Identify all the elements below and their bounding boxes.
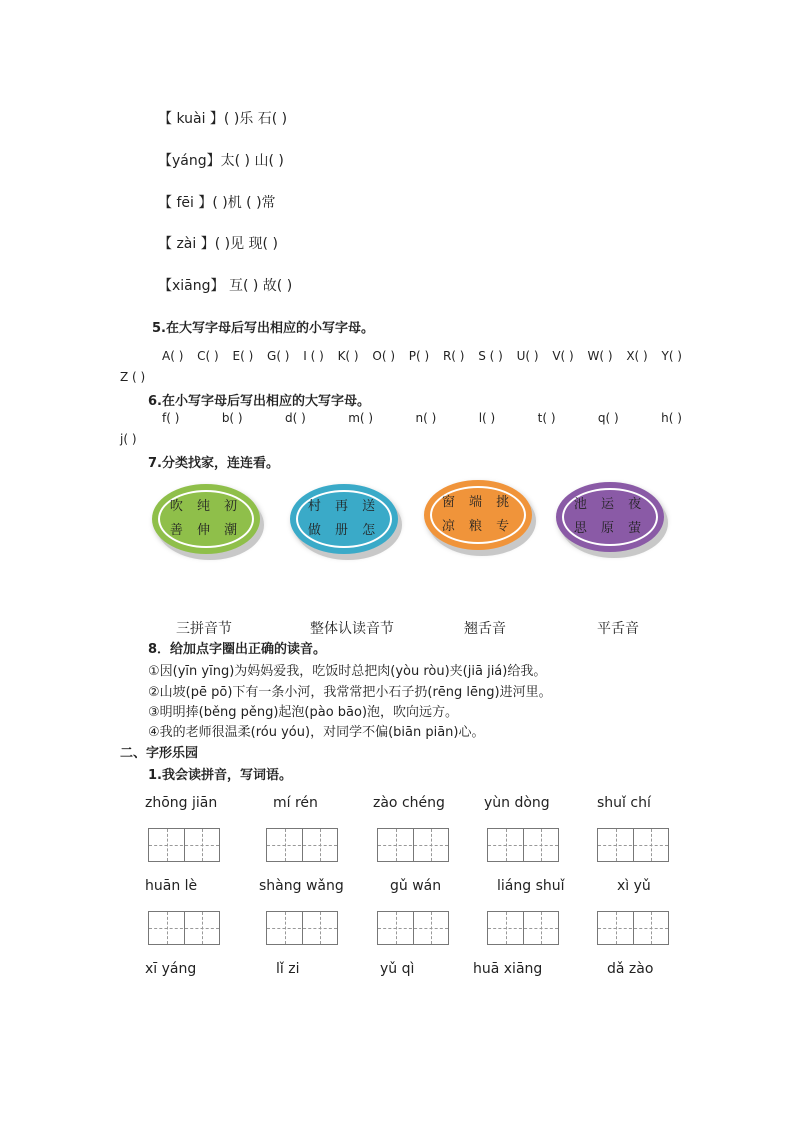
q8-item: ④我的老师很温柔(róu yóu)，对同学不偏(biān piān)心。 xyxy=(148,725,485,740)
polyphone-row: 【 fēi 】( )机 ( )常 xyxy=(158,195,276,211)
pinyin-label: xī yáng xyxy=(145,961,197,977)
writing-grid[interactable] xyxy=(487,828,559,862)
writing-grid[interactable] xyxy=(148,828,220,862)
letter-blank: U( ) xyxy=(516,349,539,363)
letter-blank: b( ) xyxy=(221,411,243,425)
letter-blank: O( ) xyxy=(372,349,395,363)
q8-item: ③明明捧(běng pěng)起泡(pào bāo)泡，吹向远方。 xyxy=(148,705,459,720)
pinyin-label: zào chéng xyxy=(373,795,445,811)
writing-grid[interactable] xyxy=(487,911,559,945)
pinyin-label: zhōng jiān xyxy=(145,795,218,811)
letter-blank: h( ) xyxy=(661,411,682,425)
q8-item: ②山坡(pē pō)下有一条小河，我常常把小石子扔(rēng lēng)进河里。 xyxy=(148,685,552,700)
polyphone-row: 【 zài 】( )见 现( ) xyxy=(158,236,278,252)
letter-blank: V( ) xyxy=(552,349,574,363)
q6-letters xyxy=(162,411,682,425)
letter-blank: X( ) xyxy=(626,349,648,363)
pinyin-label: yǔ qì xyxy=(380,961,415,977)
pinyin-label: mí rén xyxy=(273,795,318,811)
pinyin-label: shuǐ chí xyxy=(597,795,651,811)
pinyin-label: huā xiāng xyxy=(473,961,543,977)
word-group-line: 思 原 萤 xyxy=(573,521,647,536)
letter-blank: E( ) xyxy=(232,349,254,363)
writing-grid[interactable] xyxy=(266,828,338,862)
writing-grid[interactable] xyxy=(597,828,669,862)
letter-blank: G( ) xyxy=(267,349,290,363)
letter-blank: I ( ) xyxy=(303,349,324,363)
q5-title: 5.在大写字母后写出相应的小写字母。 xyxy=(152,321,374,336)
letter-blank: C( ) xyxy=(197,349,219,363)
letter-blank: Y( ) xyxy=(661,349,682,363)
q8-item: ①因(yīn yīng)为妈妈爱我，吃饭时总把肉(yòu ròu)夹(jiā jiá)给我。 xyxy=(148,664,547,679)
pinyin-label: huān lè xyxy=(145,878,198,894)
writing-grid[interactable] xyxy=(597,911,669,945)
word-group-blue[interactable] xyxy=(290,484,398,554)
polyphone-row: 【yáng】太( ) 山( ) xyxy=(158,153,284,169)
letter-blank: A( ) xyxy=(162,349,184,363)
letter-blank: W( ) xyxy=(587,349,613,363)
word-group-line: 善 伸 潮 xyxy=(169,523,243,538)
category-label[interactable]: 三拼音节 xyxy=(176,621,232,637)
word-group-line: 池 运 夜 xyxy=(573,497,647,512)
letter-blank: R( ) xyxy=(442,349,465,363)
q5-letters xyxy=(162,349,682,363)
word-group-line: 窗 端 挑 xyxy=(441,495,515,510)
letter-blank: q( ) xyxy=(597,411,619,425)
polyphone-row: 【xiāng】 互( ) 故( ) xyxy=(158,278,293,294)
writing-grid[interactable] xyxy=(148,911,220,945)
word-group-purple[interactable] xyxy=(556,482,664,552)
letter-blank: d( ) xyxy=(285,411,306,425)
letter-blank: t( ) xyxy=(537,411,556,425)
word-group-line: 村 再 送 xyxy=(307,499,381,514)
q8-title: 8．给加点字圈出正确的读音。 xyxy=(148,642,327,657)
word-group-orange[interactable] xyxy=(424,480,532,550)
pinyin-label: shàng wǎng xyxy=(259,878,344,894)
letter-blank: n( ) xyxy=(415,411,437,425)
pinyin-label: dǎ zào xyxy=(607,961,654,977)
pinyin-label: gǔ wán xyxy=(390,878,442,894)
section-heading: 二、字形乐园 xyxy=(120,746,199,761)
category-label[interactable]: 翘舌音 xyxy=(464,621,506,637)
pinyin-label: yùn dòng xyxy=(484,795,550,811)
pinyin-label: xì yǔ xyxy=(617,878,651,894)
word-group-line: 吹 纯 初 xyxy=(169,499,243,514)
q6-title: 6.在小写字母后写出相应的大写字母。 xyxy=(148,394,370,409)
polyphone-row: 【 kuài 】( )乐 石( ) xyxy=(158,111,288,127)
letter-blank: S ( ) xyxy=(478,349,503,363)
letter-blank: K( ) xyxy=(337,349,359,363)
letter-blank: f( ) xyxy=(162,411,180,425)
word-group-green[interactable] xyxy=(152,484,260,554)
word-group-line: 做 册 怎 xyxy=(307,523,381,538)
category-label[interactable]: 平舌音 xyxy=(597,621,639,637)
pinyin-label: lǐ zi xyxy=(276,961,300,977)
q7-title: 7.分类找家，连连看。 xyxy=(148,456,279,471)
category-label[interactable]: 整体认读音节 xyxy=(310,621,394,637)
writing-grid[interactable] xyxy=(266,911,338,945)
letter-blank: Z ( ) xyxy=(120,370,146,384)
letter-blank: m( ) xyxy=(348,411,374,425)
letter-blank: P( ) xyxy=(408,349,430,363)
letter-blank: l( ) xyxy=(478,411,496,425)
writing-grid[interactable] xyxy=(377,828,449,862)
word-group-line: 凉 粮 专 xyxy=(441,519,515,534)
pinyin-label: liáng shuǐ xyxy=(497,878,565,894)
letter-blank: j( ) xyxy=(120,432,137,446)
writing-grid[interactable] xyxy=(377,911,449,945)
section2-q1-title: 1.我会读拼音，写词语。 xyxy=(148,768,292,783)
